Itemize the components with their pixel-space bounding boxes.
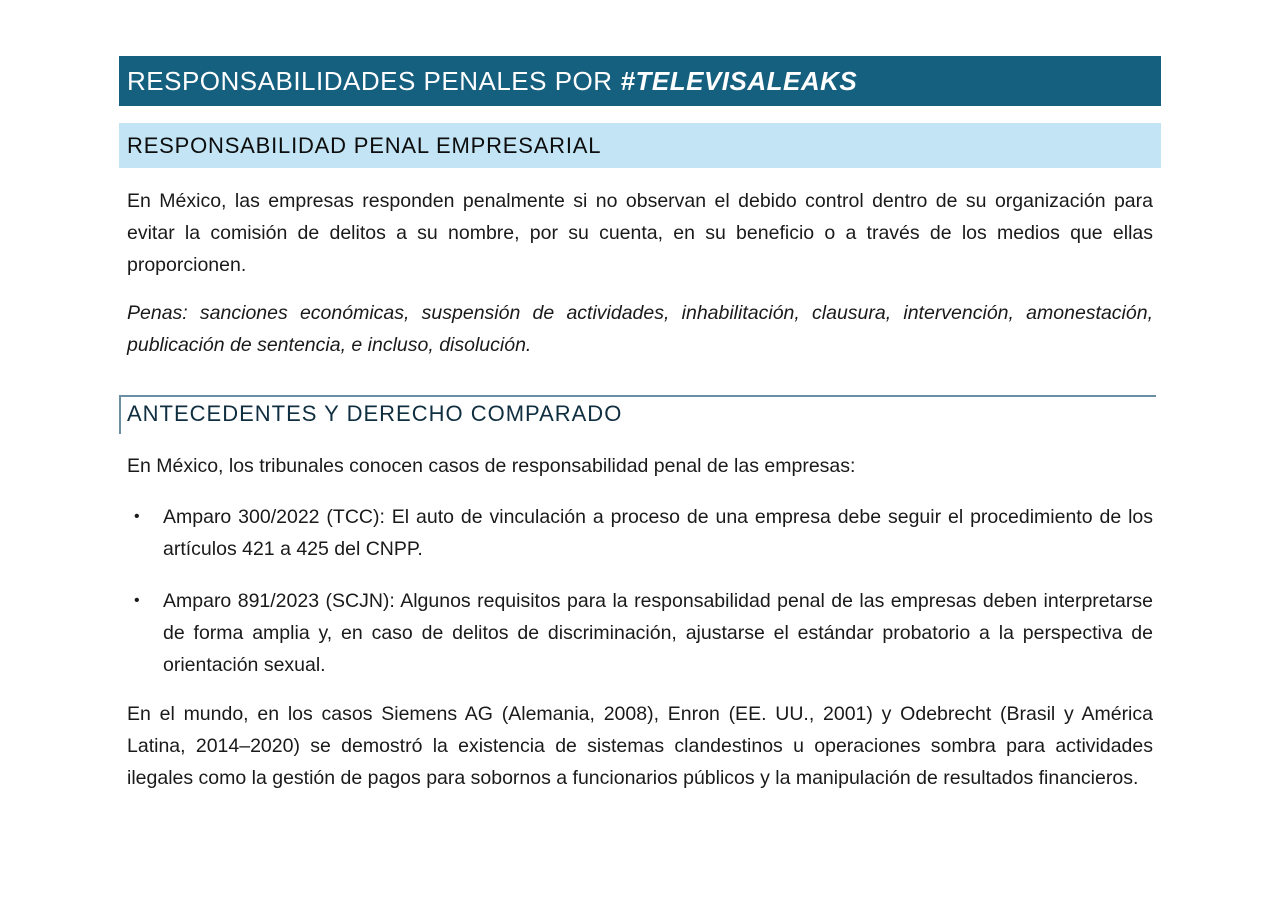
list-item xyxy=(119,501,1161,565)
bullet-icon: • xyxy=(134,508,140,525)
paragraph-derecho-comparado: En el mundo, en los casos Siemens AG (Alemania, 2008), Enron (EE. UU., 2001) y Odebrecht (Brasil y América Latina, 2014–2020) se demostró la existencia de sistemas clandestinos u operaciones sombra para actividades ilegales como la gestión de pagos para sobornos a funcionarios públicos y la manipulación de resultados financieros. xyxy=(127,703,1153,789)
list-item-text: Amparo 300/2022 (TCC): El auto de vinculación a proceso de una empresa debe seguir el procedimiento de los artículos 421 a 425 del CNPP. xyxy=(163,506,1153,560)
document-page xyxy=(119,56,1161,794)
paragraph-intro-tribunales: En México, los tribunales conocen casos de responsabilidad penal de las empresas: xyxy=(127,455,856,477)
paragraph-responsabilidad: En México, las empresas responden penalmente si no observan el debido control dentro de su organización para evitar la comisión de delitos a su nombre, por su cuenta, en su beneficio o a través de los medios que ellas proporcionen. xyxy=(127,190,1153,276)
bullet-icon: • xyxy=(134,592,140,609)
list-item xyxy=(119,585,1161,681)
list-item-text: Amparo 891/2023 (SCJN): Algunos requisitos para la responsabilidad penal de las empresas deben interpretarse de forma amplia y, en caso de delitos de discriminación, ajustarse el estándar probatorio a la perspectiva de orientación sexual. xyxy=(163,590,1153,676)
section-title: RESPONSABILIDAD PENAL EMPRESARIAL xyxy=(127,132,602,158)
main-header xyxy=(119,56,1161,106)
section-header-antecedentes xyxy=(119,395,1156,434)
main-header-hashtag: #TELEVISALEAKS xyxy=(620,65,858,96)
section-title: ANTECEDENTES Y DERECHO COMPARADO xyxy=(127,401,623,426)
main-header-text: RESPONSABILIDADES PENALES POR xyxy=(127,65,613,96)
paragraph-penas: Penas: sanciones económicas, suspensión de actividades, inhabilitación, clausura, intervención, amonestación, publicación de sentencia, e incluso, disolución. xyxy=(127,302,1153,356)
case-list xyxy=(119,501,1161,681)
section-header-responsabilidad-penal xyxy=(119,123,1161,168)
